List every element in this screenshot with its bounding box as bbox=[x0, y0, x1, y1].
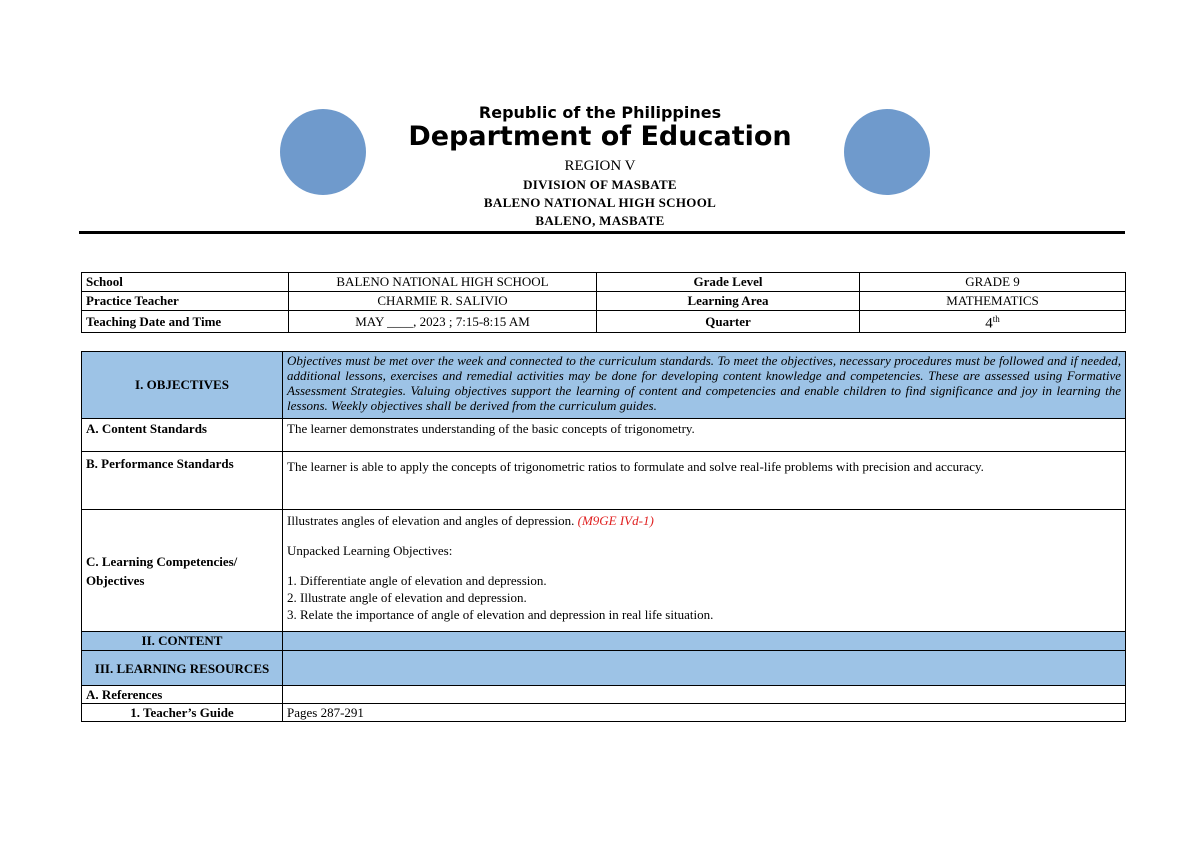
header-school: BALENO NATIONAL HIGH SCHOOL bbox=[483, 195, 717, 210]
content-value bbox=[283, 632, 1126, 651]
resources-label: III. LEARNING RESOURCES bbox=[82, 651, 283, 686]
quarter-number: 4 bbox=[985, 315, 993, 332]
objective-2: 2. Illustrate angle of elevation and depression. bbox=[287, 590, 527, 605]
quarter-value bbox=[860, 311, 1126, 333]
school-label: School bbox=[82, 273, 289, 292]
lesson-plan-table bbox=[81, 351, 1126, 722]
references-value bbox=[283, 686, 1126, 704]
quarter-label: Quarter bbox=[597, 311, 860, 333]
performance-standards-label: B. Performance Standards bbox=[82, 452, 283, 510]
teacher-label: Practice Teacher bbox=[82, 292, 289, 311]
row-objectives bbox=[82, 352, 1126, 419]
area-label: Learning Area bbox=[597, 292, 860, 311]
grade-value: GRADE 9 bbox=[860, 273, 1126, 292]
competencies-value bbox=[283, 510, 1126, 632]
competency-line bbox=[287, 512, 1121, 529]
info-row-date bbox=[82, 311, 1126, 333]
row-performance-standards bbox=[82, 452, 1126, 510]
header-region: REGION V bbox=[564, 158, 636, 174]
competency-main: Illustrates angles of elevation and angles of depression. bbox=[287, 513, 578, 528]
header-department: Department of Education bbox=[408, 121, 792, 152]
content-standards-label: A. Content Standards bbox=[82, 419, 283, 452]
header-division: DIVISION OF MASBATE bbox=[523, 177, 677, 192]
content-standards-value: The learner demonstrates understanding of the basic concepts of trigonometry. bbox=[283, 419, 1126, 452]
resources-value bbox=[283, 651, 1126, 686]
objective-3: 3. Relate the importance of angle of elevation and depression in real life situation. bbox=[287, 607, 714, 622]
header-location: BALENO, MASBATE bbox=[535, 213, 665, 228]
quarter-suffix: th bbox=[992, 314, 1000, 325]
competencies-label: C. Learning Competencies/ Objectives bbox=[82, 510, 283, 632]
teachers-guide-label: 1. Teacher’s Guide bbox=[82, 704, 283, 722]
row-teachers-guide bbox=[82, 704, 1126, 722]
objectives-note: Objectives must be met over the week and connected to the curriculum standards. To meet the objectives, necessary procedures must be followed and if needed, additional lessons, exercises and remedial activities may be done for developing content knowledge and competencies. These are assessed using Formative Assessment Strategies. Valuing objectives support the learning of content and competencies and enable children to find significance and joy in learning the lessons. Weekly objectives shall be derived from the curriculum guides. bbox=[283, 352, 1126, 419]
content-label: II. CONTENT bbox=[82, 632, 283, 651]
area-value: MATHEMATICS bbox=[860, 292, 1126, 311]
row-content-standards bbox=[82, 419, 1126, 452]
competency-code: (M9GE IVd-1) bbox=[577, 513, 654, 528]
row-references bbox=[82, 686, 1126, 704]
unpacked-label: Unpacked Learning Objectives: bbox=[287, 543, 453, 558]
row-competencies bbox=[82, 510, 1126, 632]
info-row-school bbox=[82, 273, 1126, 292]
school-value: BALENO NATIONAL HIGH SCHOOL bbox=[289, 273, 597, 292]
performance-standards-value: The learner is able to apply the concepts of trigonometric ratios to formulate and solve real-life problems with precision and accuracy. bbox=[283, 452, 1126, 510]
grade-label: Grade Level bbox=[597, 273, 860, 292]
objectives-label: I. OBJECTIVES bbox=[82, 352, 283, 419]
references-label: A. References bbox=[82, 686, 283, 704]
header-republic: Republic of the Philippines bbox=[478, 103, 722, 122]
teacher-value: CHARMIE R. SALIVIO bbox=[289, 292, 597, 311]
date-label: Teaching Date and Time bbox=[82, 311, 289, 333]
info-row-teacher bbox=[82, 292, 1126, 311]
header-divider bbox=[79, 231, 1125, 234]
teachers-guide-value: Pages 287-291 bbox=[283, 704, 1126, 722]
info-table bbox=[81, 272, 1126, 333]
row-learning-resources bbox=[82, 651, 1126, 686]
date-value: MAY ____, 2023 ; 7:15-8:15 AM bbox=[289, 311, 597, 333]
row-content bbox=[82, 632, 1126, 651]
objective-1: 1. Differentiate angle of elevation and depression. bbox=[287, 573, 547, 588]
